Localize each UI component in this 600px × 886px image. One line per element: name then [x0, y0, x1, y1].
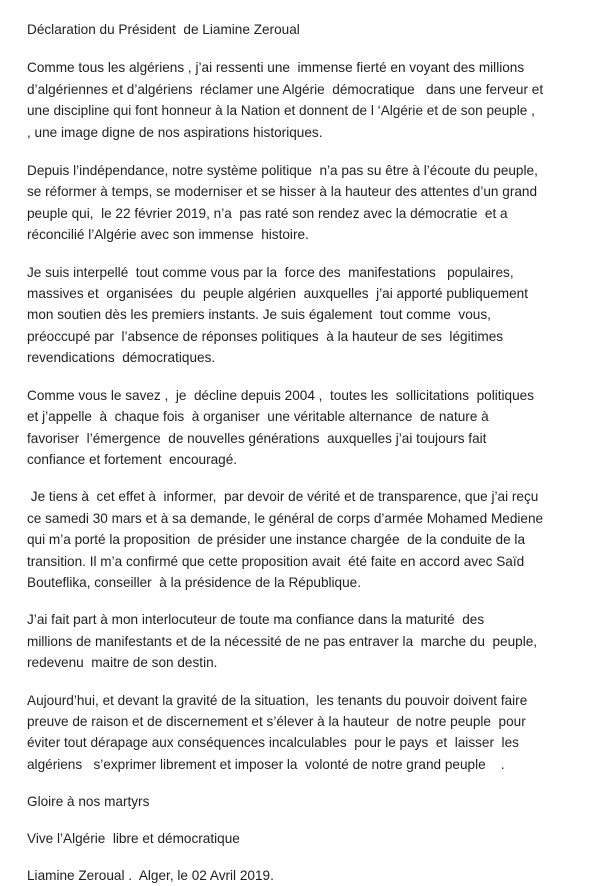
- closing-long-live: [27, 828, 589, 849]
- paragraph-line: ce samedi 30 mars et à sa demande, le général de corps d’armée Mohamed Mediene: [27, 510, 544, 526]
- paragraph-line: massives et organisées du peuple algérien auxquelles j’ai apporté publiquement: [27, 286, 529, 302]
- paragraph-6: [27, 609, 589, 673]
- paragraph-line: qui m’a porté la proposition de présider une instance chargée de la conduite de la: [27, 532, 526, 548]
- paragraph-line: preuve de raison et de discernement et s’élever à la hauteur de notre peuple pour: [27, 713, 526, 729]
- paragraph-line: transition. Il m’a confirmé que cette proposition avait été faite en accord avec Saïd: [27, 553, 525, 569]
- signature: [27, 865, 589, 886]
- paragraph-line: une discipline qui font honneur à la Nation et donnent de l ‘Algérie et de son peuple ,: [27, 103, 535, 119]
- paragraph-5: [27, 486, 589, 593]
- paragraph-line: confiance et fortement encouragé.: [27, 451, 238, 467]
- paragraph-line: éviter tout dérapage aux conséquences incalculables pour le pays et laisser les: [27, 735, 519, 751]
- paragraph-line: réconcilié l’Algérie avec son immense histoire.: [27, 227, 309, 243]
- paragraph-line: Aujourd’hui, et devant la gravité de la situation, les tenants du pouvoir doivent faire: [27, 692, 528, 708]
- paragraph-2: [27, 160, 589, 246]
- paragraph-line: Comme vous le savez , je décline depuis 2004 , toutes les sollicitations politiques: [27, 387, 535, 403]
- title-line: Déclaration du Président de Liamine Zeroual: [27, 22, 300, 37]
- paragraph-line: peuple qui, le 22 février 2019, n’a pas raté son rendez avec la démocratie et a: [27, 205, 508, 221]
- closing-line: Gloire à nos martyrs: [27, 794, 150, 810]
- paragraph-line: d’algériennes et d’algériens réclamer une Algérie démocratique dans une ferveur et: [27, 81, 544, 97]
- paragraph-1: [27, 57, 589, 143]
- paragraph-line: Je tiens à cet effet à informer, par devoir de vérité et de transparence, que j’ai reçu: [27, 489, 539, 505]
- document-page: [27, 19, 589, 886]
- paragraph-line: Depuis l’indépendance, notre système politique n’a pas su être à l’écoute du peuple,: [27, 163, 538, 179]
- paragraph-line: J’ai fait part à mon interlocuteur de toute ma confiance dans la maturité des: [27, 612, 485, 628]
- paragraph-line: et j’appelle à chaque fois à organiser une véritable alternance de nature à: [27, 409, 489, 425]
- paragraph-line: Je suis interpellé tout comme vous par la force des manifestations populaires,: [27, 264, 514, 280]
- closing-line: Vive l’Algérie libre et démocratique: [27, 830, 240, 846]
- paragraph-4: [27, 385, 589, 471]
- document-title: [27, 19, 589, 40]
- paragraph-line: préoccupé par l’absence de réponses politiques à la hauteur de ses légitimes: [27, 328, 504, 344]
- closing-glory: [27, 791, 589, 812]
- paragraph-3: [27, 262, 589, 369]
- paragraph-line: algériens s’exprimer librement et imposer la volonté de notre grand peuple .: [27, 756, 505, 772]
- paragraph-line: Bouteflika, conseiller à la présidence de la République.: [27, 574, 362, 590]
- signature-line: Liamine Zeroual . Alger, le 02 Avril 2019.: [27, 868, 274, 883]
- paragraph-line: redevenu maitre de son destin.: [27, 655, 218, 671]
- paragraph-line: Comme tous les algériens , j’ai ressenti une immense fierté en voyant des millions: [27, 60, 525, 76]
- paragraph-7: [27, 690, 589, 776]
- paragraph-line: se réformer à temps, se moderniser et se hisser à la hauteur des attentes d’un grand: [27, 184, 538, 200]
- paragraph-line: revendications démocratiques.: [27, 350, 216, 366]
- paragraph-line: mon soutien dès les premiers instants. Je suis également tout comme vous,: [27, 307, 491, 323]
- paragraph-line: , une image digne de nos aspirations historiques.: [27, 124, 323, 140]
- paragraph-line: millions de manifestants et de la nécessité de ne pas entraver la marche du peuple,: [27, 633, 538, 649]
- paragraph-line: favoriser l’émergence de nouvelles générations auxquelles j’ai toujours fait: [27, 430, 487, 446]
